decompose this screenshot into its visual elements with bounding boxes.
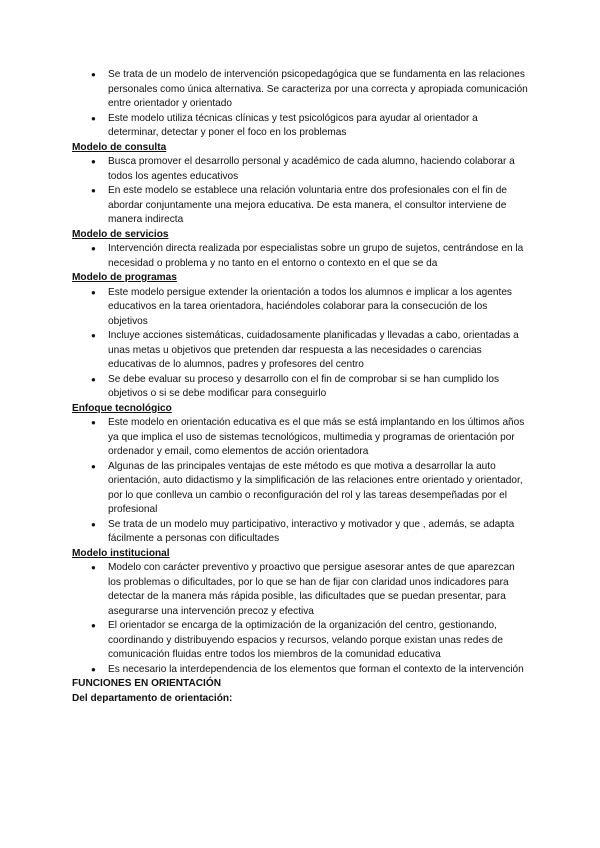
list-item [72,184,528,228]
programas-bullet-list [72,286,528,402]
bullet-icon: ● [91,374,96,384]
bullet-icon: ● [91,186,96,195]
section-title-programas: Modelo de programas [72,272,177,283]
list-item-text: El orientador se encarga de la optimización de la organización del centro, gestionando, coordinando y distribuyendo espacios y recursos, velando porque existan unas redes de comunicación fluidas entre todos los miembros de la comunidad educativa [108,620,504,660]
section-title-institucional: Modelo institucional [72,547,170,559]
list-item [72,518,528,547]
departamento-heading: Del departamento de orientación: [72,692,233,704]
list-item-text: Se debe evaluar su proceso y desarrollo con el fin de comprobar si se han cumplido los objetivos o si se debe modificar para conseguirlo [108,373,500,399]
bullet-icon: ● [91,519,96,529]
bullet-icon: ● [91,563,96,572]
list-item [72,663,528,678]
list-item-text: Este modelo en orientación educativa es el que más se está implantando en los últimos años ya que implica el uso de sistemas tecnológicos, multimedia y programas de orientación por ordenador y email, como elementos de acción orientadora [108,417,525,457]
list-item [72,329,528,373]
list-item [72,561,528,619]
list-item-text: Modelo con carácter preventivo y proactivo que persigue asesorar antes de que aparezcan los problemas o dificultades, por lo que se han de fijar con claridad unos indicadores para detectar de la manera más rápida posible, las dificultades que se puedan presentar, para asegurarse una intervención precoz y efectiva [108,562,515,617]
list-item-text: Algunas de las principales ventajas de este método es que motiva a desarrollar la auto orientación, auto didactismo y la simplificación de las relaciones entre orientado y orientador, por lo que conlleva un cambio o reconfiguración del rol y las tareas desempeñadas por el profesional [108,460,523,515]
bullet-icon: ● [91,664,96,674]
list-item [72,68,528,112]
section-title-consulta: Modelo de consulta [72,141,167,153]
list-item [72,416,528,460]
section-title-servicios: Modelo de servicios [72,228,169,240]
intro-bullet-list [72,68,528,141]
consulta-bullet-list [72,155,528,228]
bullet-icon: ● [91,287,96,297]
list-item [72,460,528,518]
list-item-text: Busca promover el desarrollo personal y académico de cada alumno, haciendo colaborar a todos los agentes educativos [108,156,515,182]
bullet-icon: ● [91,157,96,166]
bullet-icon: ● [91,621,96,630]
bullet-icon: ● [91,418,96,427]
list-item-text: Se trata de un modelo de intervención psicopedagógica que se fundamenta en las relaciones personales como única alternativa. Se caracteriza por una correcta y apropiada comunicación entre orientador y orientado [108,69,528,109]
list-item-text: Este modelo utiliza técnicas clínicas y test psicológicos para ayudar al orientador a determinar, detectar y poner el foco en los problemas [108,112,478,138]
document-page [72,68,528,706]
section-title-tecnologico: Enfoque tecnológico [72,402,172,414]
bullet-icon: ● [91,244,96,253]
bullet-icon: ● [91,461,96,471]
funciones-heading: FUNCIONES EN ORIENTACIÓN [72,678,221,689]
list-item-text: Intervención directa realizada por especialistas sobre un grupo de sujetos, centrándose en la necesidad o problema y no tanto en el entorno o contexto en el que se da [108,243,524,269]
list-item [72,112,528,141]
bullet-icon: ● [91,113,96,123]
list-item-text: En este modelo se establece una relación voluntaria entre dos profesionales con el fin de abordar conjuntamente una mejora educativa. De esta manera, el consultor interviene de manera indirecta [108,185,507,225]
list-item [72,373,528,402]
list-item-text: Este modelo persigue extender la orientación a todos los alumnos e implicar a los agentes educativos en la tarea orientadora, haciéndoles colaborar para la consecución de los objetivos [108,286,512,327]
servicios-bullet-list [72,242,528,271]
list-item [72,242,528,271]
list-item [72,619,528,663]
list-item [72,155,528,184]
list-item-text: Es necesario la interdependencia de los elementos que forman el contexto de la intervención [108,663,524,675]
bullet-icon: ● [91,70,96,79]
bullet-icon: ● [91,331,96,340]
tecnologico-bullet-list [72,416,528,547]
list-item-text: Incluye acciones sistemáticas, cuidadosamente planificadas y llevadas a cabo, orientadas a unas metas u objetivos que pretenden dar respuesta a las necesidades o carencias educativas de lo alumnos, padres y profesores del centro [108,330,519,370]
list-item [72,286,528,330]
institucional-bullet-list [72,561,528,677]
list-item-text: Se trata de un modelo muy participativo, interactivo y motivador y que , además, se adapta fácilmente a personas con dificultades [108,518,515,544]
